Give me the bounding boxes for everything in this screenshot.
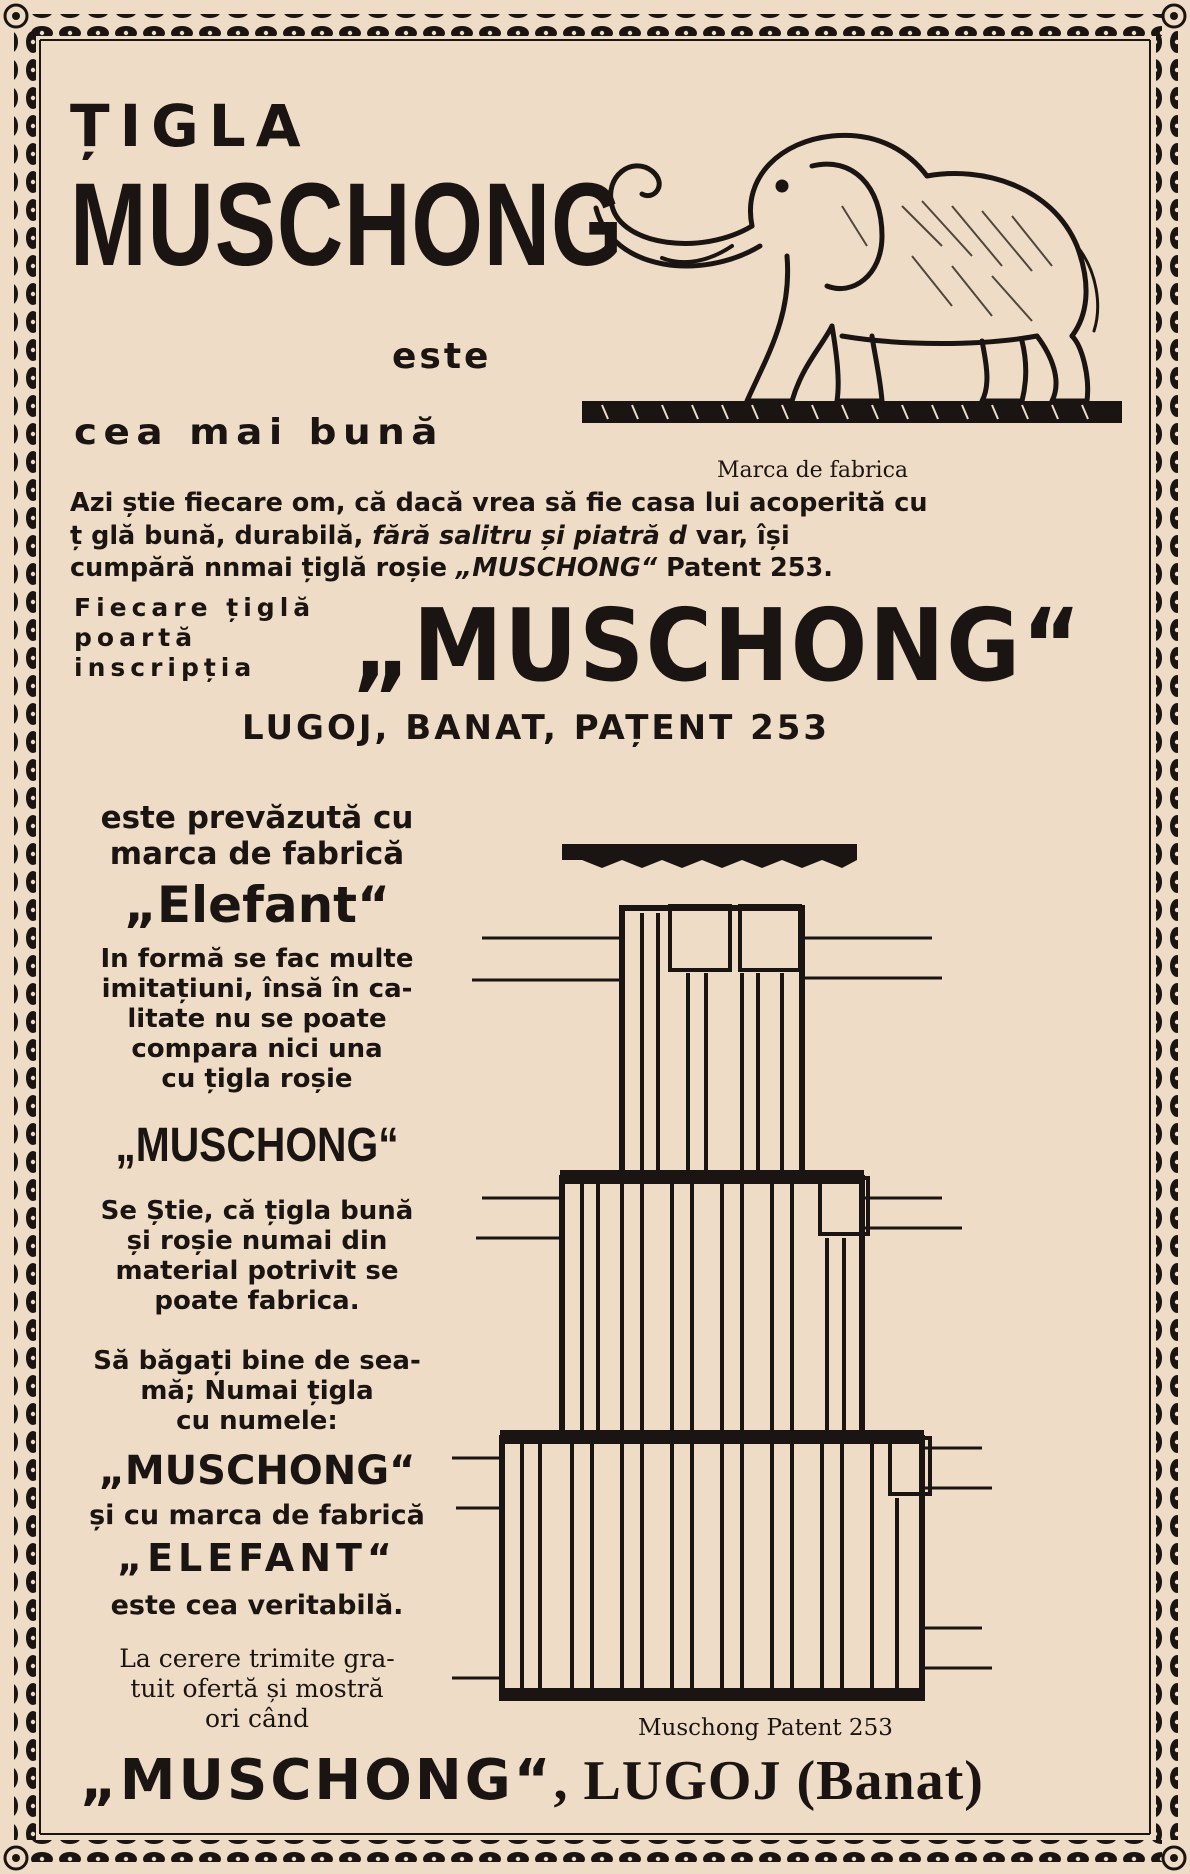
column-prev-1: este prevăzută cu xyxy=(100,800,414,836)
headline-tigla: ȚIGLA xyxy=(70,92,311,160)
column-muschong-2: „MUSCHONG“ xyxy=(98,1448,416,1494)
intro-line-1: Azi știe fiecare om, că dacă vrea să fie casa lui acoperită cu xyxy=(70,488,928,518)
column-bagati-1: Să băgați bine de sea- xyxy=(93,1346,421,1376)
elephant-trademark-icon xyxy=(582,96,1122,456)
column-imit-4: compara nici una xyxy=(131,1034,383,1064)
column-imit-1: In formă se fac multe xyxy=(100,944,414,974)
intro-line-3b: „MUSCHONG“ xyxy=(455,553,658,583)
column-bagati-3: cu numele: xyxy=(176,1406,338,1436)
footer-brand: „MUSCHONG“ xyxy=(80,1748,554,1813)
trademark-caption: Marca de fabrica xyxy=(717,458,909,483)
inscription-line-1: Fiecare țiglă xyxy=(74,593,316,622)
inscription-line-3: inscripția xyxy=(74,653,257,682)
headline-brand: MUSCHONG xyxy=(70,159,624,291)
footer-address xyxy=(80,1748,984,1813)
column-imit-3: litate nu se poate xyxy=(127,1004,387,1034)
column-elefant: „Elefant“ xyxy=(124,876,390,934)
column-stie-4: poate fabrica. xyxy=(154,1286,360,1316)
column-prev-2: marca de fabrică xyxy=(109,836,405,872)
inscription-line-2: poartă xyxy=(74,623,198,652)
column-marca: și cu marca de fabrică xyxy=(89,1500,425,1531)
intro-line-2a: ț glă bună, durabilă, xyxy=(70,521,373,551)
advertisement xyxy=(52,48,1138,1826)
column-elefant-2: „ELEFANT“ xyxy=(117,1536,397,1580)
column-stie-1: Se Știe, că țigla bună xyxy=(100,1196,414,1226)
column-stie-3: material potrivit se xyxy=(115,1256,399,1286)
intro-line-2c: var, își xyxy=(686,521,790,551)
roof-tiles-illustration xyxy=(442,788,1122,1748)
intro-line-3a: cumpără nnmai țiglă roșie xyxy=(70,553,456,583)
column-muschong: „MUSCHONG“ xyxy=(115,1119,399,1172)
column-cerere-2: tuit ofertă și mostră xyxy=(130,1674,384,1703)
column-cerere-3: ori când xyxy=(205,1704,309,1733)
intro-line-2b: fără salitru și piatră d xyxy=(372,521,687,551)
column-imit-5: cu țigla roșie xyxy=(161,1064,353,1094)
intro-line-3 xyxy=(70,553,1140,584)
column-imit-2: imitațiuni, însă în ca- xyxy=(101,974,413,1004)
column-bagati-2: mă; Numai țigla xyxy=(140,1376,374,1406)
inscription-location: LUGOJ, BANAT, PAȚENT 253 xyxy=(242,708,831,748)
inscription-brand: „MUSCHONG“ xyxy=(352,587,1083,704)
footer-location: , LUGOJ (Banat) xyxy=(553,1750,984,1812)
intro-line-3c: Patent 253. xyxy=(657,553,833,583)
column-stie-2: și roșie numai din xyxy=(126,1226,388,1256)
tiles-caption: Muschong Patent 253 xyxy=(638,1715,893,1741)
headline-este: este xyxy=(392,336,492,377)
column-veritabila: este cea veritabilă. xyxy=(110,1590,404,1621)
column-cerere-1: La cerere trimite gra- xyxy=(119,1644,395,1673)
headline-best: cea mai bună xyxy=(74,412,445,453)
intro-line-2 xyxy=(70,521,1140,552)
